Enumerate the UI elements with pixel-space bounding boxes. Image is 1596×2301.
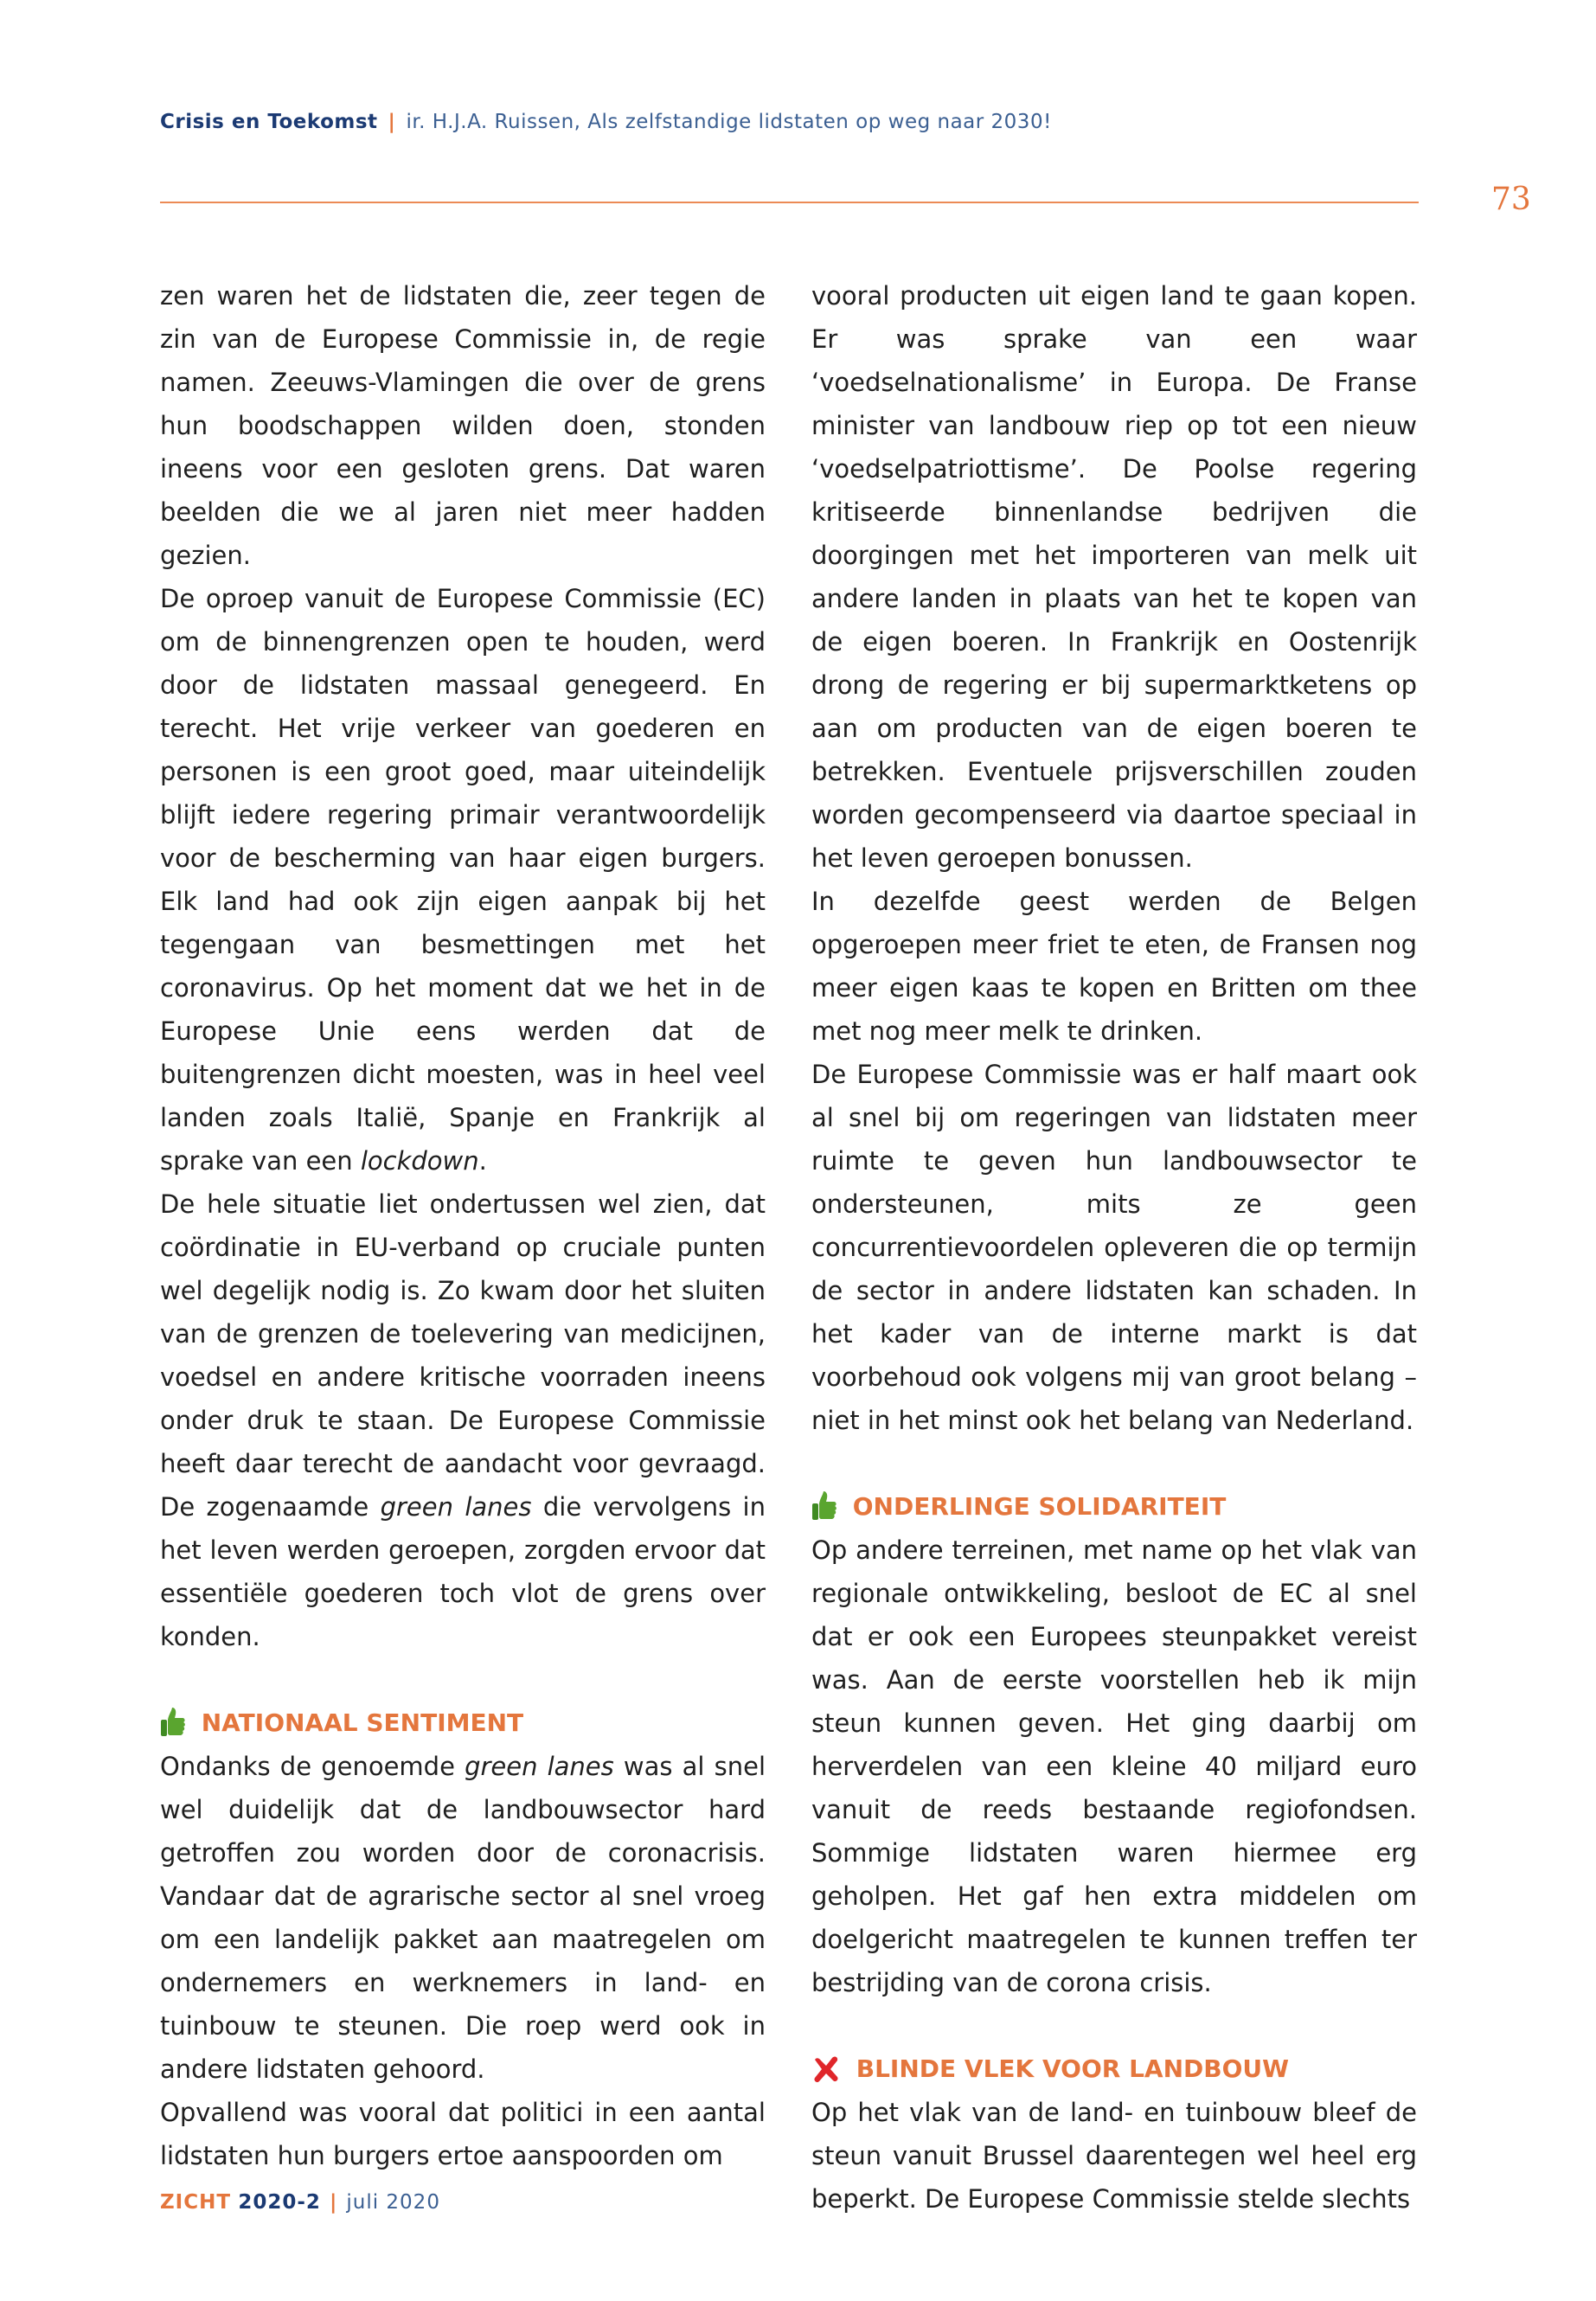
paragraph: De oproep vanuit de Europese Commissie (EC) om de binnengrenzen open te houden, werd door de lidstaten massaal genegeerd. En terecht. Het vrije verkeer van goederen en personen is een groot goed, maar uiteindelijk blijft iedere regering primair verantwoordelijk voor de bescherming van haar eigen burgers. Elk land had ook zijn eigen aanpak bij het tegengaan van besmettingen met het coronavirus. Op het moment dat we het in de Europese Unie eens werden dat de buitengrenzen dicht moesten, was in heel veel landen zoals Italië, Spanje en Frankrijk al sprake van een lockdown.	[160, 584, 766, 1176]
right-column	[811, 274, 1417, 2221]
magazine-name: ZICHT	[160, 2191, 232, 2214]
left-column	[160, 274, 766, 2177]
publication-title: Crisis en Toekomst	[160, 111, 378, 133]
thumbs-up-icon	[811, 1492, 853, 1521]
paragraph: Ondanks de genoemde green lanes was al snel wel duidelijk dat de landbouwsector hard getroffen zou worden door de coronacrisis. Vandaar dat de agrarische sector al snel vroeg om een landelijk pakket aan maatregelen om ondernemers en werknemers in land- en tuinbouw te steunen. Die roep werd ook in andere lidstaten gehoord.	[160, 1752, 766, 2084]
thumbs-up-icon	[160, 1708, 202, 1737]
paragraph: zen waren het de lidstaten die, zeer tegen de zin van de Europese Commissie in, de regie namen. Zeeuws-Vlamingen die over de grens hun boodschappen wilden doen, stonden ineens voor een gesloten grens. Dat waren beelden die we al jaren niet meer hadden gezien.	[160, 281, 766, 570]
paragraph: Op het vlak van de land- en tuinbouw bleef de steun vanuit Brussel daarentegen wel heel erg beperkt. De Europese Commissie stelde slechts	[811, 2098, 1417, 2214]
header-rule	[160, 202, 1419, 203]
paragraph: In dezelfde geest werden de Belgen opgeroepen meer friet te eten, de Fransen nog meer eigen kaas te kopen en Britten om thee met nog meer melk te drinken.	[811, 887, 1417, 1046]
issue-number: 2020-2	[238, 2191, 321, 2214]
section-heading-nationaal-sentiment: NATIONAAL SENTIMENT	[160, 1702, 766, 1745]
paragraph: De Europese Commissie was er half maart ook al snel bij om regeringen van lidstaten meer ruimte te geven hun landbouwsector te ondersteunen, mits ze geen concurrentievoordelen opleveren die op termijn de sector in andere lidstaten kan schaden. In het kader van de interne markt is dat voorbehoud ook volgens mij van groot belang – niet in het minst ook het belang van Nederland.	[811, 1060, 1417, 1435]
cross-icon	[811, 2054, 856, 2083]
footer-separator: |	[329, 2191, 338, 2214]
section-heading-onderlinge-solidariteit: ONDERLINGE SOLIDARITEIT	[811, 1485, 1417, 1529]
running-header	[160, 111, 1052, 133]
paragraph: Op andere terreinen, met name op het vlak van regionale ontwikkeling, besloot de EC al snel dat er ook een Europees steunpakket vereist was. Aan de eerste voorstellen heb ik mijn steun kunnen geven. Het ging daarbij om herverdelen van een kleine 40 miljard euro vanuit de reeds bestaande regiofondsen. Sommige lidstaten waren hiermee erg geholpen. Het gaf hen extra middelen om doelgericht maatregelen te kunnen treffen ter bestrijding van de corona crisis.	[811, 1535, 1417, 1997]
author-line: ir. H.J.A. Ruissen, Als zelfstandige lidstaten op weg naar 2030!	[406, 111, 1052, 133]
page-footer	[160, 2191, 440, 2214]
paragraph: De hele situatie liet ondertussen wel zien, dat coördinatie in EU-verband op cruciale punten wel degelijk nodig is. Zo kwam door het sluiten van de grenzen de toelevering van medicijnen, voedsel en andere kritische voorraden ineens onder druk te staan. De Europese Commissie heeft daar terecht de aandacht voor gevraagd. De zogenaamde green lanes die vervolgens in het leven werden geroepen, zorgden ervoor dat essentiële goederen toch vlot de grens over konden.	[160, 1189, 766, 1651]
issue-date: juli 2020	[346, 2191, 440, 2214]
header-separator: |	[388, 111, 396, 133]
page-number: 73	[1491, 182, 1531, 217]
section-heading-blinde-vlek: BLINDE VLEK VOOR LANDBOUW	[811, 2048, 1417, 2091]
paragraph: Opvallend was vooral dat politici in een aantal lidstaten hun burgers ertoe aanspoorden om	[160, 2098, 766, 2170]
paragraph: vooral producten uit eigen land te gaan kopen. Er was sprake van een waar ‘voedselnationalisme’ in Europa. De Franse minister van landbouw riep op tot een nieuw ‘voedselpatriottisme’. De Poolse regering kritiseerde binnenlandse bedrijven die doorgingen met het importeren van melk uit andere landen in plaats van het te kopen van de eigen boeren. In Frankrijk en Oostenrijk drong de regering er bij supermarktketens op aan om producten van de eigen boeren te betrekken. Eventuele prijsverschillen zouden worden gecompenseerd via daartoe speciaal in het leven geroepen bonussen.	[811, 281, 1417, 873]
